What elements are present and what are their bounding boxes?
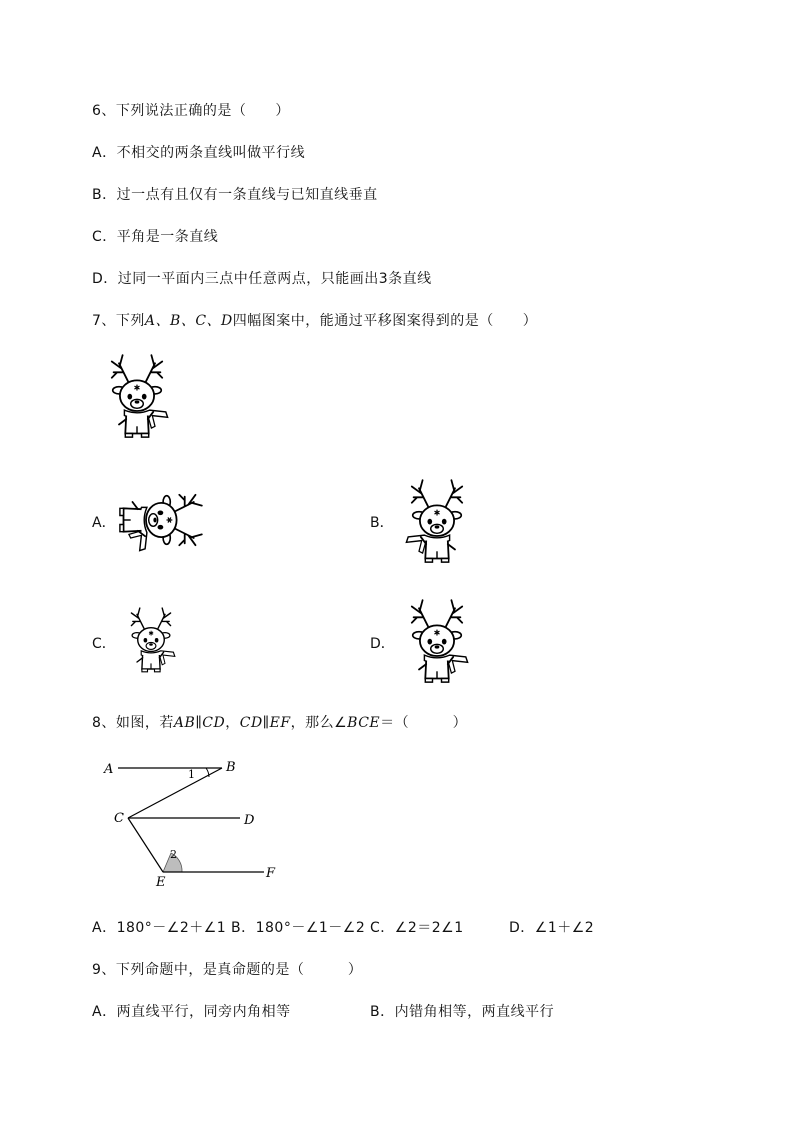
q9-stem: 9、下列命题中，是真命题的是（ ） [92,962,363,978]
deer-original-image [92,350,182,445]
q8-option-b: B．180°－∠1－∠2 [231,920,366,936]
q7-option-b-label: B． [370,515,394,531]
deer-option-b-image [392,475,482,570]
q9-option-a: A．两直线平行，同旁内角相等 [92,1004,291,1020]
q6-option-a: A．不相交的两条直线叫做平行线 [92,145,306,161]
q8-sep: ， [225,715,240,731]
q8-stem-mid: ，那么∠ [290,715,348,731]
deer-option-d-image [392,595,482,690]
line-ce [128,818,163,872]
q8-stem-pre: 8、如图，若 [92,715,174,731]
q8-angle: BCE [347,715,381,731]
label-two: 2 [170,848,177,861]
label-c: C [114,811,124,826]
deer-option-a-image [112,475,207,565]
q8-stem-post: ＝（ ） [380,715,468,731]
q7-option-d-label: D． [370,636,395,652]
q7-stem-post: 四幅图案中，能通过平移图案得到的是（ ） [232,313,538,329]
line-bc [128,768,222,818]
label-e: E [156,875,166,890]
label-b: B [226,760,236,775]
q8-option-a: A．180°－∠2＋∠1 [92,920,227,936]
q8-option-d: D．∠1＋∠2 [509,920,595,936]
q6-stem: 6、下列说法正确的是（ ） [92,103,290,119]
q6-option-c: C．平角是一条直线 [92,229,219,245]
q7-stem-pre: 7、下列 [92,313,145,329]
label-f: F [266,866,276,881]
label-a: A [104,762,114,777]
label-d: D [244,813,255,828]
q6-option-d: D．过同一平面内三点中任意两点，只能画出3条直线 [92,271,432,287]
q8-option-c: C．∠2＝2∠1 [370,920,464,936]
q8-stem [92,712,467,732]
deer-option-c-image [116,605,186,677]
q6-option-b: B．过一点有且仅有一条直线与已知直线垂直 [92,187,378,203]
q7-option-c-label: C． [92,636,116,652]
q8-geometry-figure [96,752,296,892]
q7-stem [92,310,537,330]
q7-option-a-label: A． [92,515,116,531]
q8-cond2: CD∥EF [239,715,291,731]
q8-cond1: AB∥CD [173,715,226,731]
q7-stem-letters: A、B、C、D [144,313,233,329]
label-one: 1 [188,768,195,781]
q9-option-b: B．内错角相等，两直线平行 [370,1004,555,1020]
